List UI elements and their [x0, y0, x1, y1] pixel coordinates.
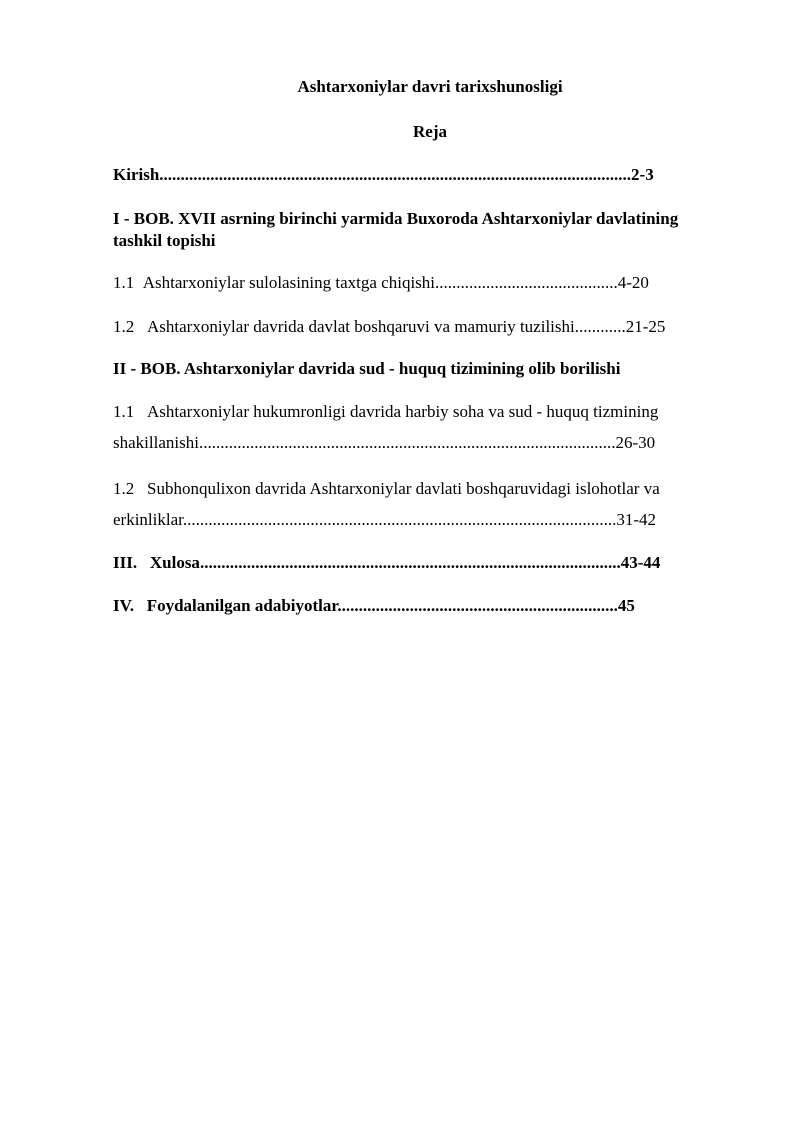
- toc-item-label: Ashtarxoniylar davrida davlat boshqaruvi va mamuriy tuzilishi: [147, 317, 575, 336]
- toc-item-references: [113, 595, 635, 617]
- toc-leader: ..................................................................: [337, 596, 618, 615]
- toc-page-range: 45: [617, 596, 635, 615]
- toc-item-number: 1.1: [113, 402, 135, 421]
- toc-page-range: 4-20: [617, 273, 649, 292]
- toc-item-intro: [113, 164, 654, 186]
- plan-heading: Reja: [413, 122, 447, 141]
- toc-chapter-1-line-2: tashkil topishi: [113, 231, 216, 250]
- toc-leader: ..................................................................................................: [198, 433, 616, 452]
- toc-item-number: IV.: [113, 596, 134, 615]
- toc-item-label: Ashtarxoniylar sulolasining taxtga chiqishi: [142, 273, 436, 292]
- toc-chapter-1-line-1: I - BOB. XVII asrning birinchi yarmida Buxoroda Ashtarxoniylar davlatining: [113, 209, 679, 228]
- toc-leader: ...............................................................................................................: [159, 165, 632, 184]
- toc-leader: ...................................................................................................: [199, 553, 621, 572]
- toc-item-number: 1.2: [113, 479, 135, 498]
- toc-chapter-2: II - BOB. Ashtarxoniylar davrida sud - huquq tizimining olib borilishi: [113, 359, 621, 378]
- toc-item-number: 1.2: [113, 317, 135, 336]
- toc-item-label: Ashtarxoniylar hukumronligi davrida harbiy soha va sud - huquq tizmining: [147, 402, 659, 421]
- toc-page-range: 43-44: [620, 553, 661, 572]
- toc-page-range: 2-3: [631, 165, 654, 184]
- toc-item-label: shakillanishi: [113, 433, 199, 452]
- toc-item-ch1-s1: [113, 272, 649, 294]
- toc-item-ch2-s1-line-2: [113, 432, 655, 454]
- toc-item-label: Foydalanilgan adabiyotlar: [146, 596, 338, 615]
- toc-item-label: Kirish: [113, 165, 160, 184]
- toc-page-range: 26-30: [615, 433, 656, 452]
- toc-item-ch2-s2-line-2: [113, 509, 656, 531]
- toc-item-number: 1.1: [113, 273, 135, 292]
- toc-leader: ......................................................................................................: [182, 510, 617, 529]
- toc-item-number: III.: [113, 553, 138, 572]
- toc-item-label: erkinliklar: [113, 510, 183, 529]
- toc-leader: ...........................................: [435, 273, 618, 292]
- document-title: Ashtarxoniylar davri tarixshunosligi: [297, 77, 563, 96]
- toc-item-label: Subhonqulixon davrida Ashtarxoniylar davlati boshqaruvidagi islohotlar va: [147, 479, 660, 498]
- toc-item-ch1-s2: [113, 316, 665, 338]
- toc-item-ch2-s2-line-1: [113, 478, 660, 500]
- toc-page-range: 21-25: [625, 317, 666, 336]
- toc-leader: ............: [574, 317, 626, 336]
- toc-page-range: 31-42: [616, 510, 657, 529]
- toc-item-ch2-s1-line-1: [113, 401, 658, 423]
- toc-item-conclusion: [113, 552, 660, 574]
- toc-item-label: Xulosa: [149, 553, 200, 572]
